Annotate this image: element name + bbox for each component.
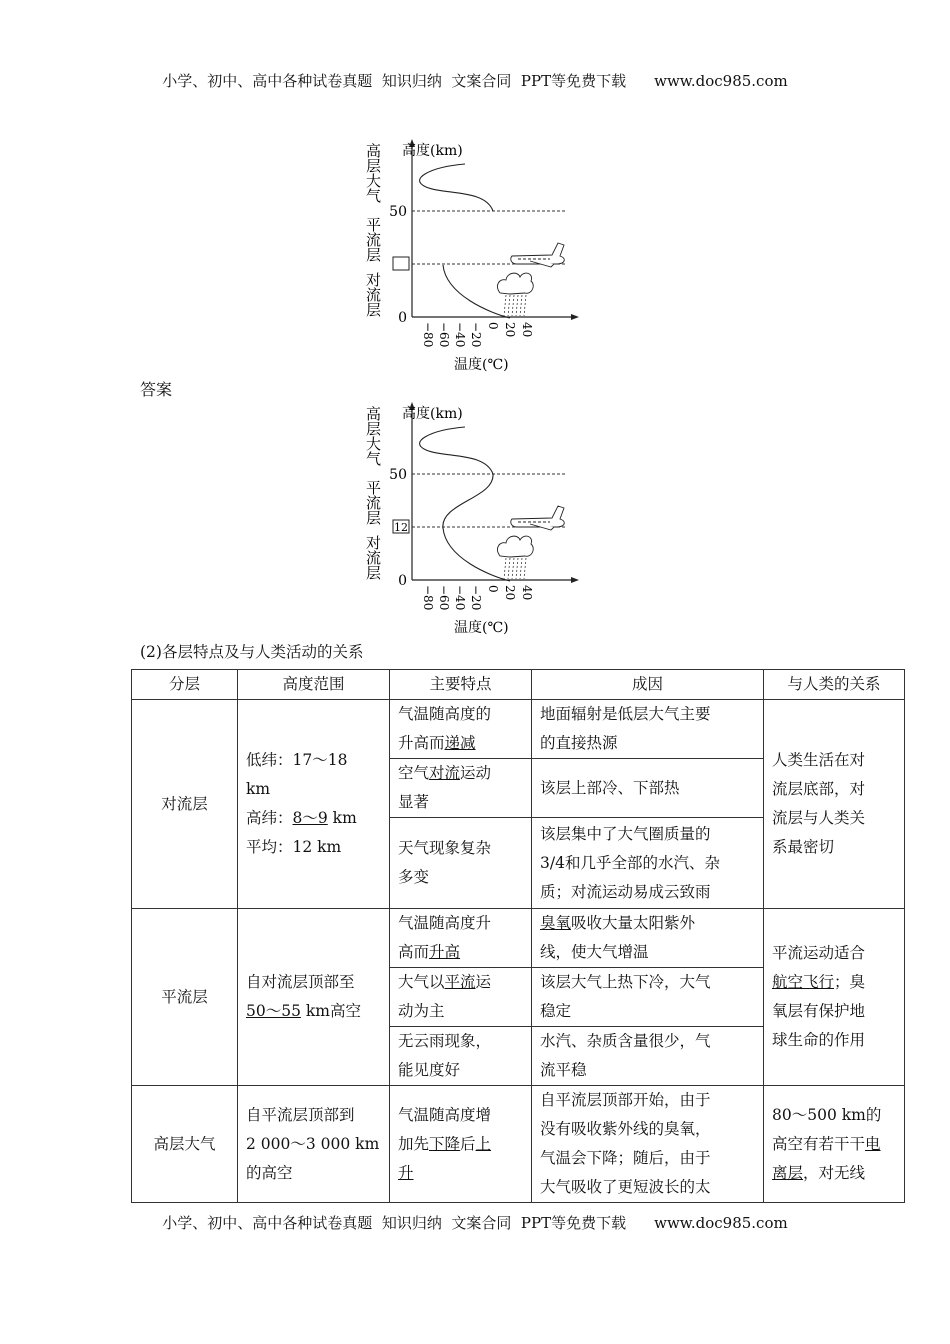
cell-text: 人类生活在对 流层底部，对 流层与人类关 系最密切 — [772, 751, 866, 856]
side-label: 对流层 — [364, 535, 382, 580]
cell-text: km 平均：12 km — [246, 809, 357, 856]
answer-box — [393, 257, 409, 270]
airplane-icon — [511, 506, 564, 530]
x-tick-label: 40 — [520, 585, 534, 601]
feature-cell — [390, 1027, 532, 1086]
cell-text: ；臭 氧层有保护地 球生命的作用 — [772, 973, 866, 1049]
layer-name-cell: 高层大气 — [132, 1086, 238, 1203]
x-tick-label: −60 — [437, 585, 451, 611]
side-label: 平流层 — [364, 480, 382, 525]
side-label: 高层大气 — [364, 406, 382, 466]
column-header: 主要特点 — [390, 670, 532, 700]
feature-cell — [390, 700, 532, 759]
table-row — [132, 700, 905, 759]
answer-label: 答案 — [140, 380, 173, 399]
underlined-answer: 上 升 — [398, 1134, 492, 1182]
table-row — [132, 1086, 905, 1203]
cell-text: 气温随高度的 升高而 — [398, 705, 492, 752]
y-tick-label: 50 — [389, 467, 407, 483]
column-header: 与人类的关系 — [764, 670, 905, 700]
y-tick-label: 0 — [398, 310, 407, 326]
atmosphere-temperature-diagram — [360, 135, 590, 375]
y-axis-title: 高度(km) — [402, 406, 463, 422]
x-tick-label: 20 — [503, 322, 517, 338]
layer-name-cell: 平流层 — [132, 909, 238, 1086]
cell-text: 水汽、杂质含量很少，气 流平稳 — [540, 1032, 711, 1079]
x-axis-title: 温度(℃) — [454, 620, 509, 636]
upper-atmosphere-curve — [420, 427, 493, 474]
underlined-answer: 平流 — [444, 973, 476, 991]
rain-cloud-icon — [498, 536, 534, 579]
height-range-cell — [238, 1086, 390, 1203]
x-tick-label: −40 — [453, 585, 467, 611]
height-range-cell — [238, 700, 390, 909]
underlined-answer: 下降 — [429, 1134, 461, 1153]
stratosphere-curve — [443, 474, 493, 528]
cell-text: 该层集中了大气圈质量的 3/4和几乎全部的水汽、杂 质；对流运动易成云致雨 — [540, 824, 720, 901]
page-header — [0, 70, 950, 91]
figure-answer — [360, 398, 590, 638]
column-header: 高度范围 — [238, 670, 390, 700]
cell-text: 该层大气上热下冷，大气 稳定 — [540, 973, 711, 1020]
cell-text: 该层上部冷、下部热 — [540, 778, 680, 797]
underlined-answer: 臭氧 — [540, 914, 572, 932]
table-header-row — [132, 670, 905, 700]
underlined-answer: 升高 — [429, 943, 461, 961]
underlined-answer: 对流 — [429, 764, 461, 782]
x-tick-label: 0 — [486, 322, 500, 330]
table-row — [132, 909, 905, 968]
cell-text: 自平流层顶部到 2 000～3 000 km 的高空 — [246, 1105, 380, 1182]
cell-text: 后 — [460, 1134, 476, 1153]
y-axis-title: 高度(km) — [402, 143, 463, 159]
y-tick-label: 0 — [398, 573, 407, 589]
cell-text: 低纬：17～18 km 高纬： — [246, 751, 348, 827]
x-tick-label: −80 — [421, 322, 435, 348]
section-title: (2)各层特点及与人类活动的关系 — [140, 643, 364, 661]
x-tick-label: −20 — [469, 322, 483, 348]
cause-cell — [532, 1086, 764, 1203]
x-tick-label: 20 — [503, 585, 517, 601]
underlined-answer: 电 离层 — [772, 1134, 881, 1182]
cell-text: 自平流层顶部开始，由于 没有吸收紫外线的臭氧， 气温会下降；随后，由于 大气吸收了更短波长的太 — [540, 1091, 711, 1196]
cell-text: 空气 — [398, 764, 430, 782]
cause-cell — [532, 759, 764, 818]
underlined-answer: 50～55 — [246, 1002, 301, 1020]
footer-url[interactable]: www.doc985.com — [654, 1214, 788, 1232]
cell-text: 天气现象复杂 多变 — [398, 839, 492, 886]
x-axis-arrow — [571, 314, 579, 320]
column-header: 分层 — [132, 670, 238, 700]
human-relation-cell — [764, 700, 905, 909]
atmosphere-temperature-diagram — [360, 398, 590, 638]
cell-text: 气温随高度升 高而 — [398, 914, 492, 961]
cell-text: 运动 显著 — [398, 764, 492, 811]
cell-text: 地面辐射是低层大气主要 的直接热源 — [540, 705, 711, 752]
upper-atmosphere-curve — [420, 164, 493, 211]
side-label: 高层大气 — [364, 143, 382, 203]
cell-text: 气温随高度增 加先 — [398, 1105, 492, 1153]
cell-text: 平流运动适合 — [772, 944, 866, 962]
human-relation-cell — [764, 909, 905, 1086]
atmosphere-layers-table — [131, 669, 905, 1203]
x-axis-arrow — [571, 577, 579, 583]
cell-text: km高空 — [300, 1002, 361, 1020]
cell-text: 运 动为主 — [398, 973, 492, 1020]
x-tick-label: −80 — [421, 585, 435, 611]
header-url[interactable]: www.doc985.com — [654, 72, 788, 90]
cause-cell — [532, 1027, 764, 1086]
cell-text: 自对流层顶部至 — [246, 973, 355, 991]
airplane-icon — [511, 243, 564, 267]
rain-cloud-icon — [498, 273, 534, 316]
height-range-cell — [238, 909, 390, 1086]
cell-text: 80～500 km的 高空有若干干 — [772, 1105, 882, 1153]
page-footer — [0, 1212, 950, 1233]
side-label: 对流层 — [364, 272, 382, 317]
x-tick-label: 40 — [520, 322, 534, 338]
feature-cell — [390, 968, 532, 1027]
feature-cell — [390, 909, 532, 968]
underlined-answer: 航空飞行 — [772, 973, 835, 991]
human-relation-cell — [764, 1086, 905, 1203]
footer-text: 小学、初中、高中各种试卷真题 知识归纳 文案合同 PPT等免费下载 — [162, 1214, 627, 1232]
layer-name-cell: 对流层 — [132, 700, 238, 909]
figure-question — [360, 135, 590, 375]
x-tick-label: −40 — [453, 322, 467, 348]
x-tick-label: −20 — [469, 585, 483, 611]
cell-text: 吸收大量太阳紫外 线，使大气增温 — [540, 914, 696, 961]
cell-text: 无云雨现象， 能见度好 — [398, 1032, 492, 1079]
cause-cell — [532, 909, 764, 968]
cause-cell — [532, 818, 764, 909]
cell-text: 大气以 — [398, 973, 445, 991]
x-axis-title: 温度(℃) — [454, 357, 509, 373]
column-header: 成因 — [532, 670, 764, 700]
feature-cell — [390, 759, 532, 818]
x-tick-label: −60 — [437, 322, 451, 348]
underlined-answer: 递减 — [444, 734, 476, 752]
header-text: 小学、初中、高中各种试卷真题 知识归纳 文案合同 PPT等免费下载 — [162, 72, 627, 90]
underlined-answer: 8～9 — [292, 809, 328, 827]
side-label: 平流层 — [364, 217, 382, 262]
cell-text: ，对无线 — [803, 1163, 866, 1182]
feature-cell — [390, 818, 532, 909]
x-tick-label: 0 — [486, 585, 500, 593]
y-tick-label: 50 — [389, 204, 407, 220]
cause-cell — [532, 968, 764, 1027]
cause-cell — [532, 700, 764, 759]
answer-box-text: 12 — [394, 521, 408, 534]
feature-cell — [390, 1086, 532, 1203]
